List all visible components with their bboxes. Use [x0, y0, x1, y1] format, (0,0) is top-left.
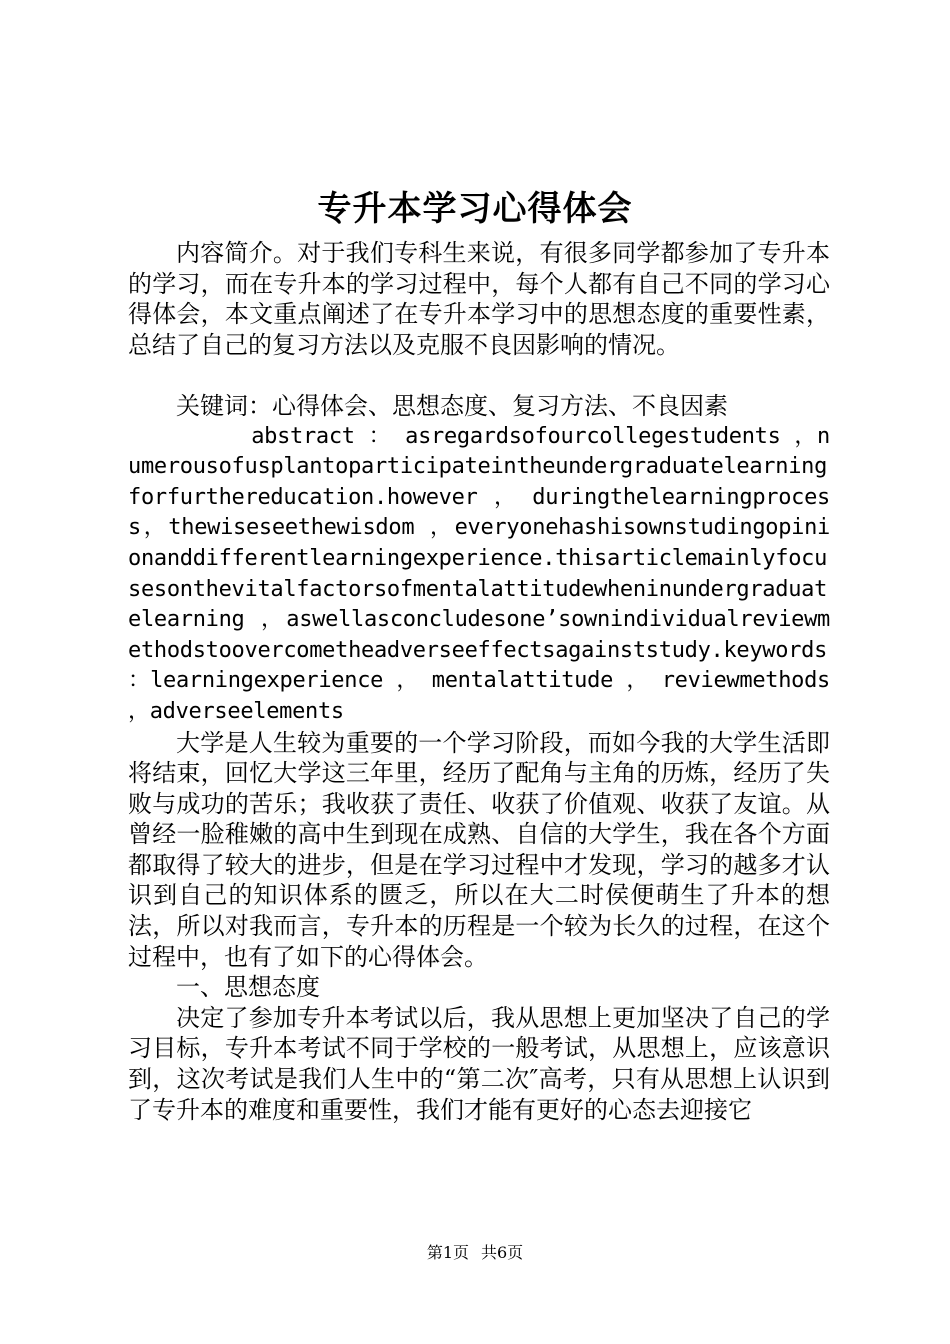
page-title: 专升本学习心得体会: [317, 189, 633, 229]
body-paragraph-1: 大学是人生较为重要的一个学习阶段，而如今我的大学生活即将结束，回忆大学这三年里，经历了配角与主角的历炼，经历了失败与成功的苦乐；我收获了责任、收获了价值观、收获了友谊。从曾经一脸稚嫩的高中生到现在成熟、自信的大学生，我在各个方面都取得了较大的进步，但是在学习过程中才发现，学习的越多才认识到自己的知识体系的匮乏，所以在大二时侯便萌生了升本的想法，所以对我而言，专升本的历程是一个较为长久的过程，在这个过程中，也有了如下的心得体会。: [128, 728, 830, 971]
page-footer: [0, 1242, 950, 1264]
keywords-line: 关键词：心得体会、思想态度、复习方法、不良因素: [176, 391, 728, 420]
document-body: [128, 238, 830, 1125]
spacer: [128, 360, 830, 391]
intro-paragraph: 内容简介。对于我们专科生来说，有很多同学都参加了专升本的学习，而在专升本的学习过程中，每个人都有自己不同的学习心得体会，本文重点阐述了在专升本学习中的思想态度的重要性素，总结了自己的复习方法以及克服不良因影响的情况。: [128, 239, 830, 359]
body-paragraph-2: 决定了参加专升本考试以后，我从思想上更加坚决了自己的学习目标，专升本考试不同于学校的一般考试，从思想上，应该意识到，这次考试是我们人生中的“第二次″高考，只有从思想上认识到了专升本的难度和重要性，我们才能有更好的心态去迎接它: [128, 1003, 830, 1124]
page-number-total: 共6页: [481, 1243, 524, 1262]
page-number-current: 第1页: [426, 1243, 469, 1262]
english-abstract: abstract ： asregardsofourcollegestudents ，numerousofusplantoparticipateintheundergraduatelearningforfurthereducation.however，duringthelearningprocess，thewiseseethewisdom ，everyonehashisownstudingopinionanddifferentlearningexperience.thisarticlemainlyfocusesonthevitalfactorsofmentalattitudewheninundergraduatelearning ，aswellasconcludesone’sownindividualreviewmethodstoovercometheadverseeffectsagainststudy.keywords ：learningexperience ， mentalattitude ， reviewmethods ，adverseelements: [128, 423, 830, 724]
section-heading-1: 一、思想态度: [176, 973, 320, 1002]
